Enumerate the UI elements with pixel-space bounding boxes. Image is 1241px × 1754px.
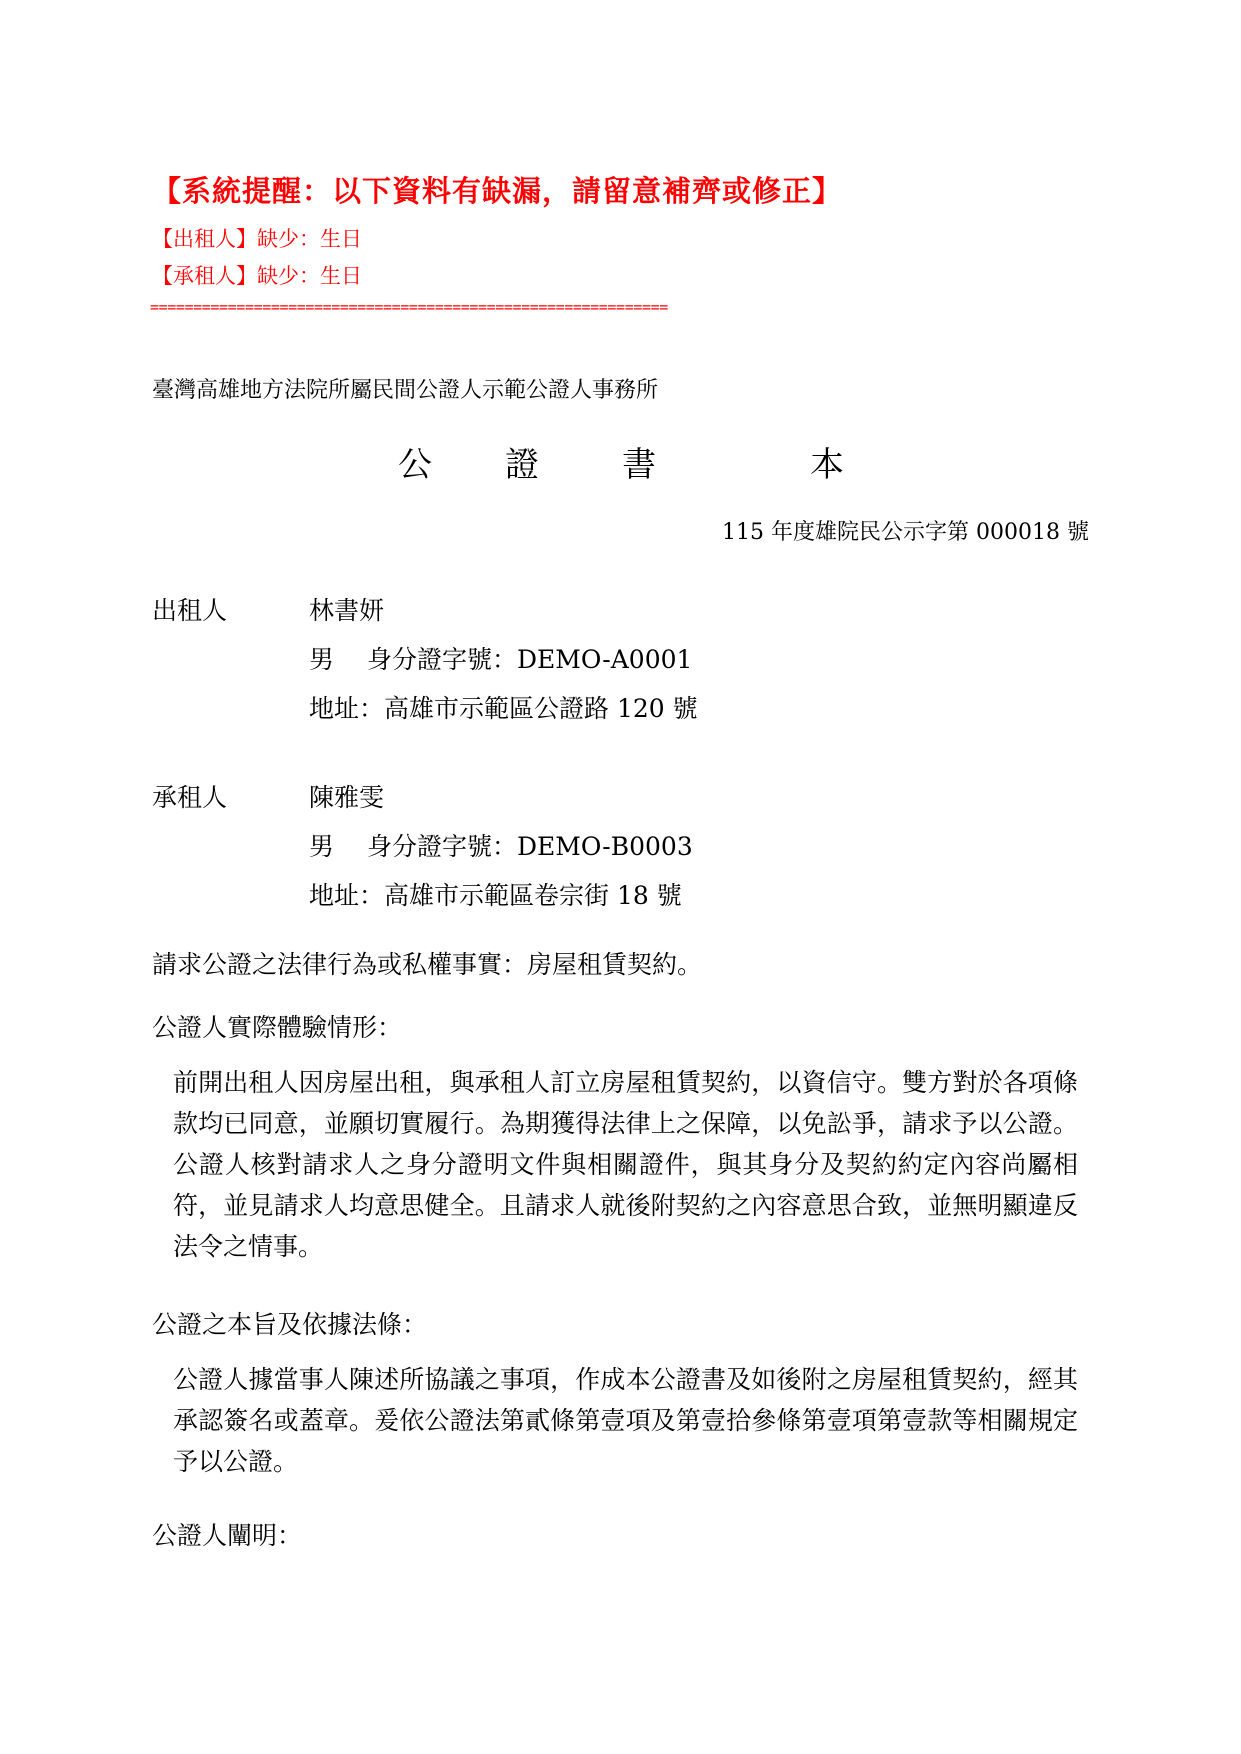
- experience-body: 前開出租人因房屋出租，與承租人訂立房屋租賃契約，以資信守。雙方對於各項條款均已同意，並願切實履行。為期獲得法律上之保障，以免訟爭，請求予以公證。公證人核對請求人之身分證明文件與相關證件，與其身分及契約約定內容尚屬相符，並見請求人均意思健全。且請求人就後附契約之內容意思合致，並無明顯違反法令之情事。: [173, 1068, 1078, 1261]
- title-char: 公: [398, 445, 432, 485]
- basis-body: 公證人據當事人陳述所協議之事項，作成本公證書及如後附之房屋租賃契約，經其承認簽名或蓋章。爰依公證法第貳條第壹項及第壹拾參條第壹項第壹款等相關規定予以公證。: [173, 1365, 1078, 1476]
- experience-heading: 公證人實際體驗情形：: [152, 1013, 403, 1042]
- alert-title: 【系統提醒：以下資料有缺漏，請留意補齊或修正】: [152, 174, 843, 208]
- basis-heading: 公證之本旨及依據法條：: [152, 1310, 428, 1339]
- alert-item-lessor: 【出租人】缺少：生日: [152, 227, 362, 251]
- alert-divider: ============================================================: [150, 298, 668, 316]
- alert-item-lessee: 【承租人】缺少：生日: [152, 264, 362, 288]
- lessee-label: 承租人: [152, 783, 228, 812]
- lessor-address: 地址：高雄市示範區公證路 120 號: [309, 694, 698, 723]
- request-statement: 請求公證之法律行為或私權事實：房屋租賃契約。: [152, 950, 703, 979]
- lessee-gender: 男: [309, 832, 335, 861]
- lessor-gender: 男: [309, 645, 335, 674]
- lessor-label: 出租人: [152, 596, 228, 625]
- lessee-name: 陳雅雯: [309, 783, 385, 812]
- title-char: 書: [622, 445, 656, 485]
- lessor-id-number: 身分證字號：DEMO-A0001: [367, 645, 693, 674]
- title-char: 證: [505, 445, 539, 485]
- lessee-id-number: 身分證字號：DEMO-B0003: [367, 832, 693, 861]
- title-char: 本: [810, 445, 844, 485]
- lessor-name: 林書妍: [309, 596, 385, 625]
- explanation-heading: 公證人闡明：: [152, 1521, 303, 1550]
- office-name: 臺灣高雄地方法院所屬民間公證人示範公證人事務所: [152, 378, 659, 403]
- lessee-address: 地址：高雄市示範區卷宗街 18 號: [309, 881, 682, 910]
- document-number: 115 年度雄院民公示字第 000018 號: [722, 520, 1089, 545]
